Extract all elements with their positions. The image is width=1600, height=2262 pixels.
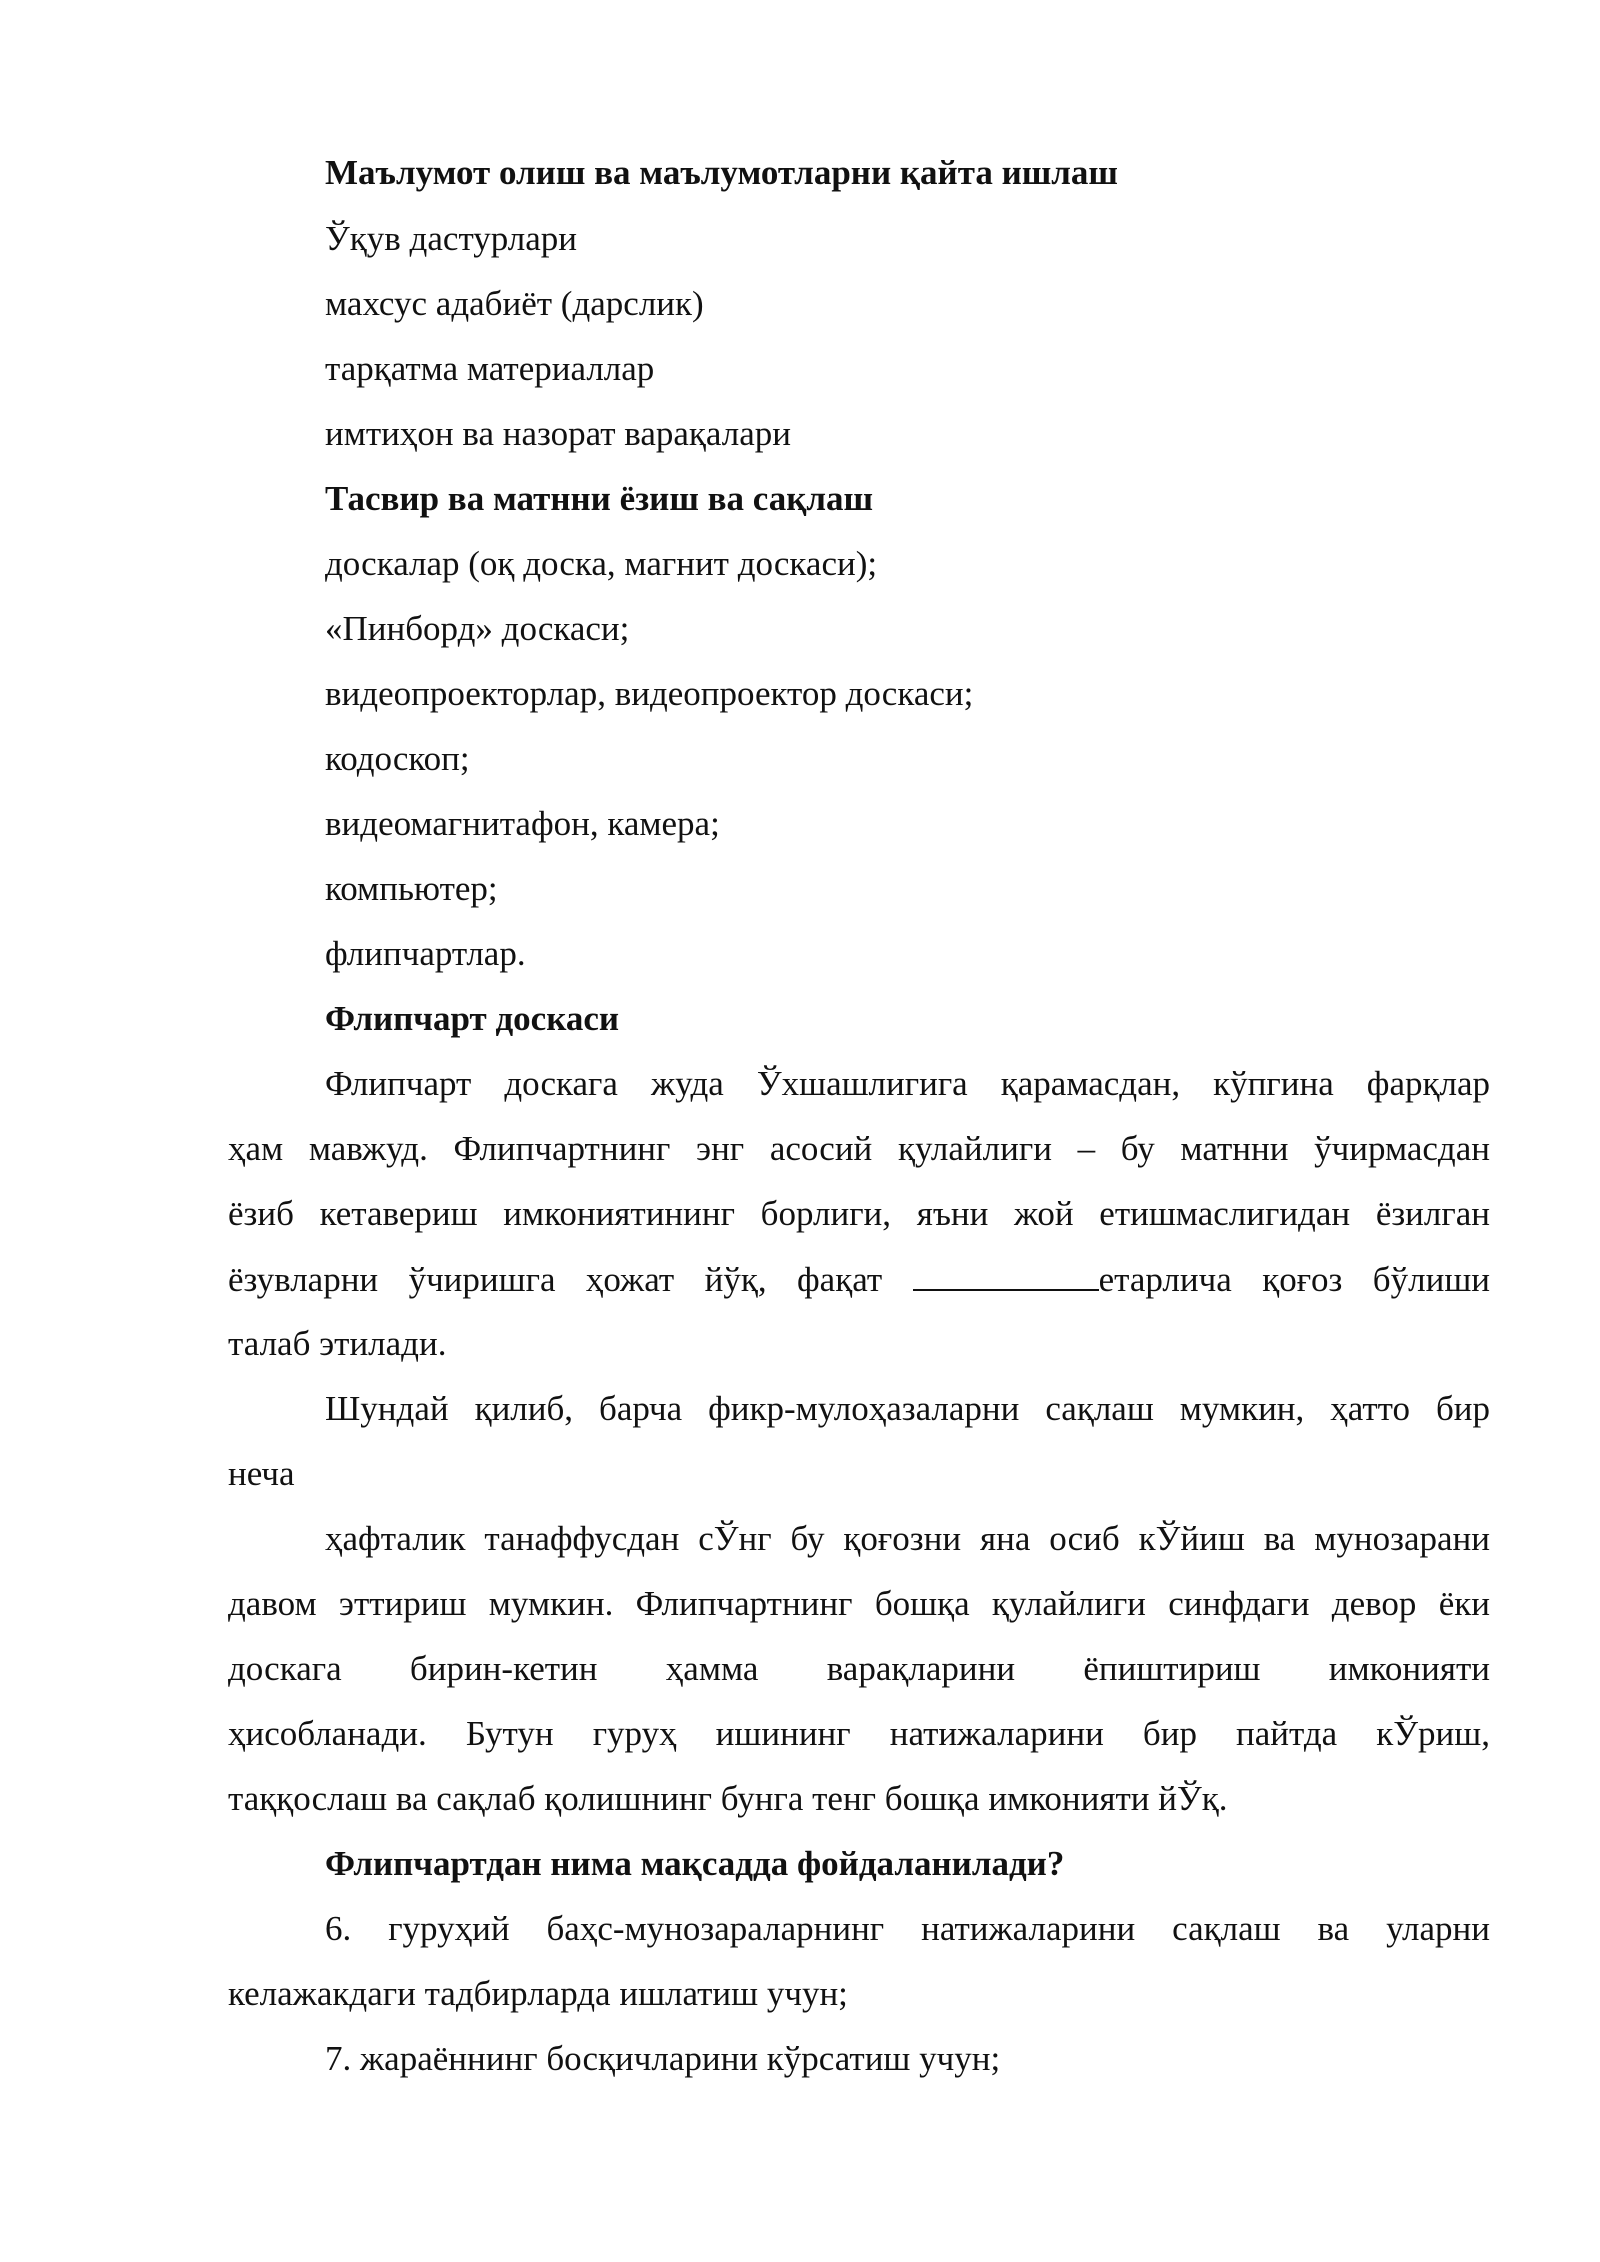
paragraph-line: талаб этилади.	[228, 1324, 447, 1363]
numbered-item: 6. гуруҳий баҳс-мунозараларнинг натижаларини сақлаш ва уларни	[325, 1909, 1490, 1948]
heading-flipchart: Флипчарт доскаси	[325, 999, 620, 1038]
list-item: видеопроекторлар, видеопроектор доскаси;	[325, 674, 974, 713]
list-item: кодоскоп;	[325, 739, 470, 778]
list-item: махсус адабиёт (дарслик)	[325, 284, 704, 323]
paragraph-line: ҳисобланади. Бутун гуруҳ ишининг натижаларини бир пайтда кЎриш,	[228, 1714, 1490, 1753]
paragraph-line: ҳам мавжуд. Флипчартнинг энг асосий қулайлиги – бу матнни ўчирмасдан	[228, 1129, 1490, 1168]
list-item: тарқатма материаллар	[325, 349, 655, 388]
paragraph-line: Флипчарт доскага жуда Ўхшашлигига қарамасдан, кўпгина фарқлар	[325, 1064, 1490, 1103]
heading-tools: Тасвир ва матнни ёзиш ва сақлаш	[325, 479, 874, 518]
paragraph-line: Шундай қилиб, барча фикр-мулоҳазаларни сақлаш мумкин, ҳатто бир	[325, 1389, 1490, 1428]
list-item: имтиҳон ва назорат варақалари	[325, 414, 792, 453]
fill-in-blank	[913, 1259, 1099, 1291]
list-item: Ўқув дастурлари	[325, 219, 578, 258]
paragraph-text: ёзувларни ўчиришга ҳожат йўқ, фақат	[228, 1260, 883, 1299]
paragraph-line: ёзиб кетавериш имкониятининг борлиги, яъни жой етишмаслигидан ёзилган	[228, 1194, 1490, 1233]
list-item: флипчартлар.	[325, 934, 526, 973]
paragraph-line: давом эттириш мумкин. Флипчартнинг бошқа қулайлиги синфдаги девор ёки	[228, 1584, 1490, 1623]
list-item: «Пинборд» доскаси;	[325, 609, 630, 648]
list-item: доскалар (оқ доска, магнит доскаси);	[325, 544, 878, 583]
heading-materials: Маълумот олиш ва маълумотларни қайта ишлаш	[325, 153, 1118, 192]
paragraph-line: доскага бирин-кетин ҳамма варақларини ёпиштириш имконияти	[228, 1649, 1490, 1688]
heading-purpose: Флипчартдан нима мақсадда фойдаланилади?	[325, 1844, 1065, 1883]
numbered-item-continuation: келажакдаги тадбирларда ишлатиш учун;	[228, 1974, 848, 2013]
paragraph-line: таққослаш ва сақлаб қолишнинг бунга тенг бошқа имконияти йЎқ.	[228, 1779, 1228, 1818]
paragraph-line: неча	[228, 1454, 295, 1493]
list-item: видеомагнитафон, камера;	[325, 804, 720, 843]
numbered-item: 7. жараённинг босқичларини кўрсатиш учун;	[325, 2039, 1001, 2078]
list-item: компьютер;	[325, 869, 498, 908]
paragraph-text: етарлича қоғоз бўлиши	[1098, 1260, 1490, 1299]
paragraph-line: ҳафталик танаффусдан сЎнг бу қоғозни яна осиб кЎйиш ва мунозарани	[325, 1519, 1490, 1558]
paragraph-line-with-blank	[228, 1259, 1490, 1300]
